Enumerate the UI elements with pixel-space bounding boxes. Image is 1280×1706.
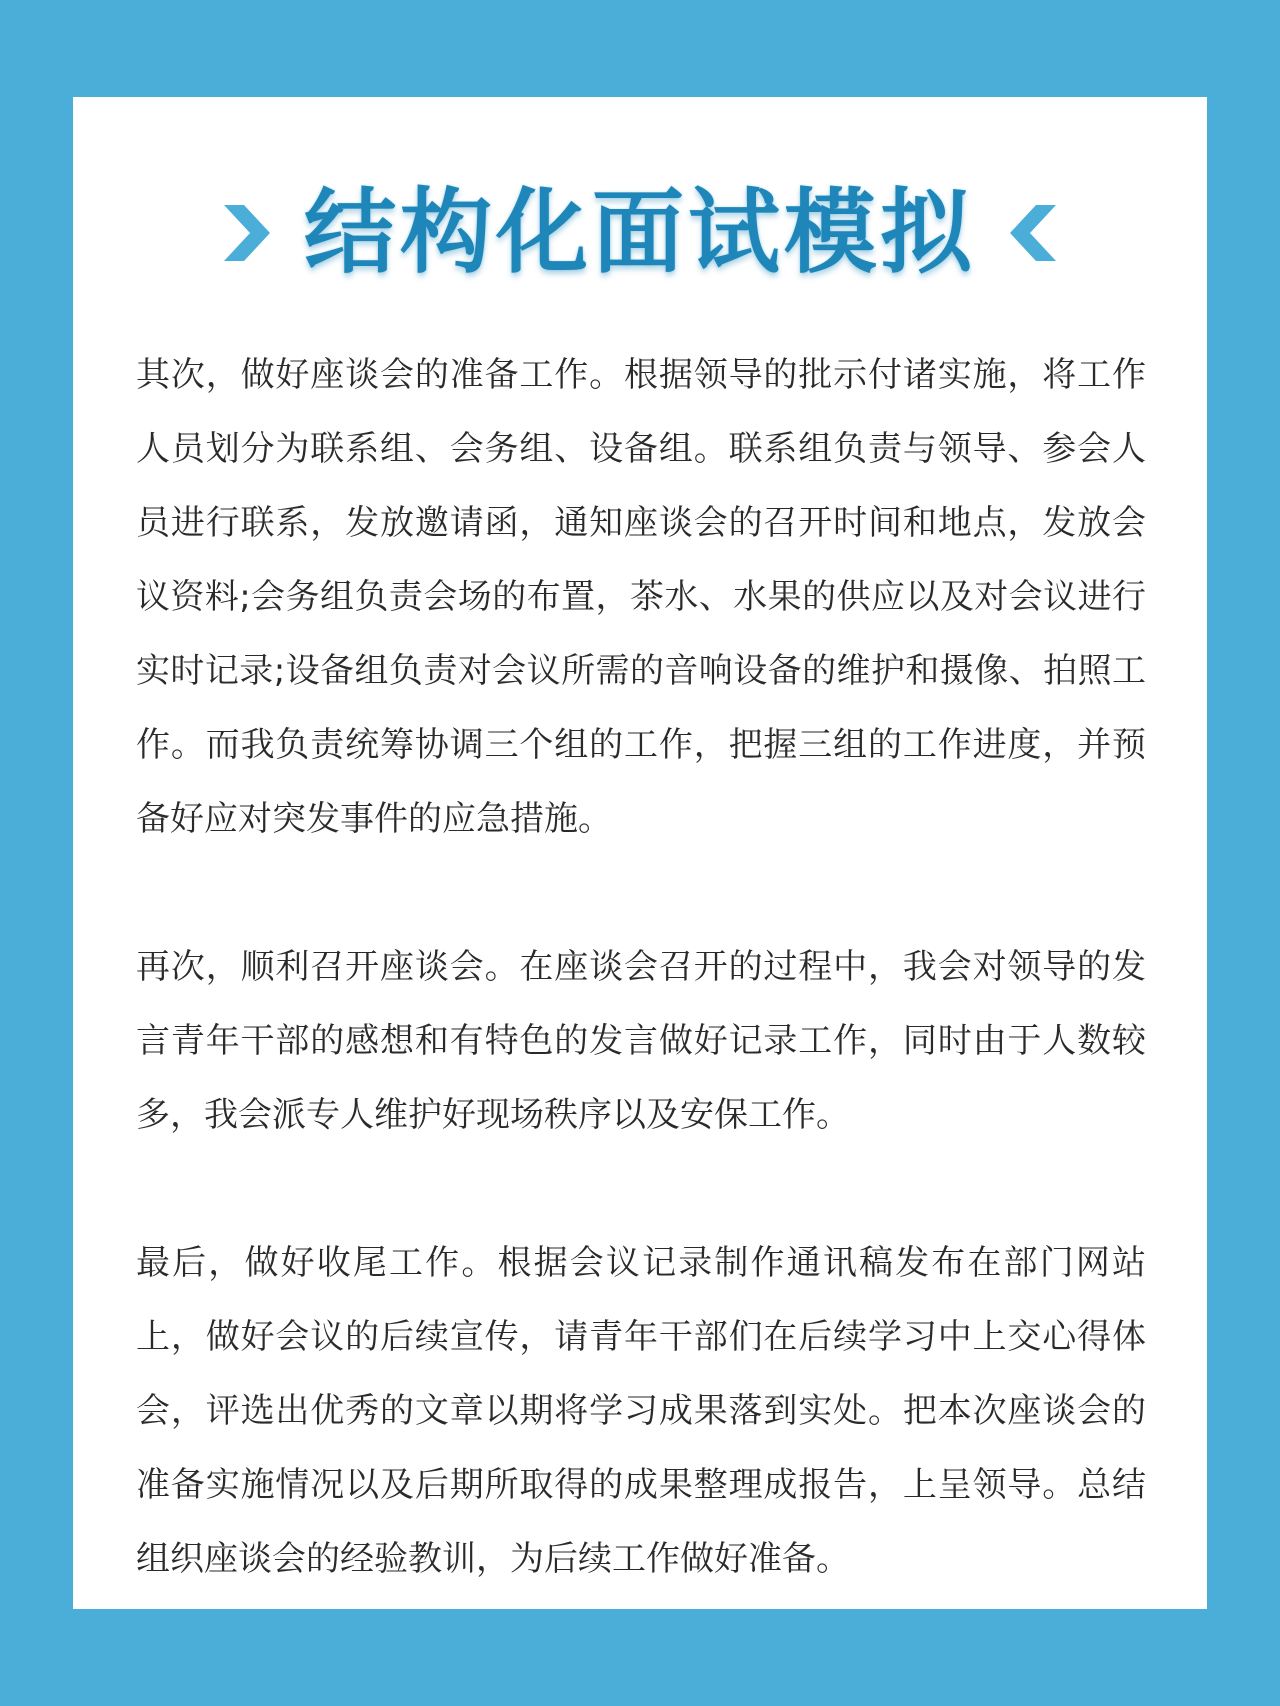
paragraph-spacer xyxy=(136,856,1146,930)
article-body xyxy=(136,338,1146,1596)
page-title: 结构化面试模拟 xyxy=(303,179,976,286)
title-banner xyxy=(0,178,1280,288)
paragraph-convening: 再次，顺利召开座谈会。在座谈会召开的过程中，我会对领导的发言青年干部的感想和有特色的发言做好记录工作，同时由于人数较多，我会派专人维护好现场秩序以及安保工作。 xyxy=(136,947,1146,1135)
paragraph-preparation: 其次，做好座谈会的准备工作。根据领导的批示付诸实施，将工作人员划分为联系组、会务组、设备组。联系组负责与领导、参会人员进行联系，发放邀请函，通知座谈会的召开时间和地点，发放会议资料;会务组负责会场的布置，茶水、水果的供应以及对会议进行实时记录;设备组负责对会议所需的音响设备的维护和摄像、拍照工作。而我负责统筹协调三个组的工作，把握三组的工作进度，并预备好应对突发事件的应急措施。 xyxy=(136,355,1146,839)
paragraph-spacer xyxy=(136,1152,1146,1226)
chevron-left-icon xyxy=(1006,201,1060,265)
chevron-right-icon xyxy=(220,201,274,265)
paragraph-wrap-up: 最后，做好收尾工作。根据会议记录制作通讯稿发布在部门网站上，做好会议的后续宣传，请青年干部们在后续学习中上交心得体会，评选出优秀的文章以期将学习成果落到实处。把本次座谈会的准备实施情况以及后期所取得的成果整理成报告，上呈领导。总结组织座谈会的经验教训，为后续工作做好准备。 xyxy=(136,1243,1146,1579)
